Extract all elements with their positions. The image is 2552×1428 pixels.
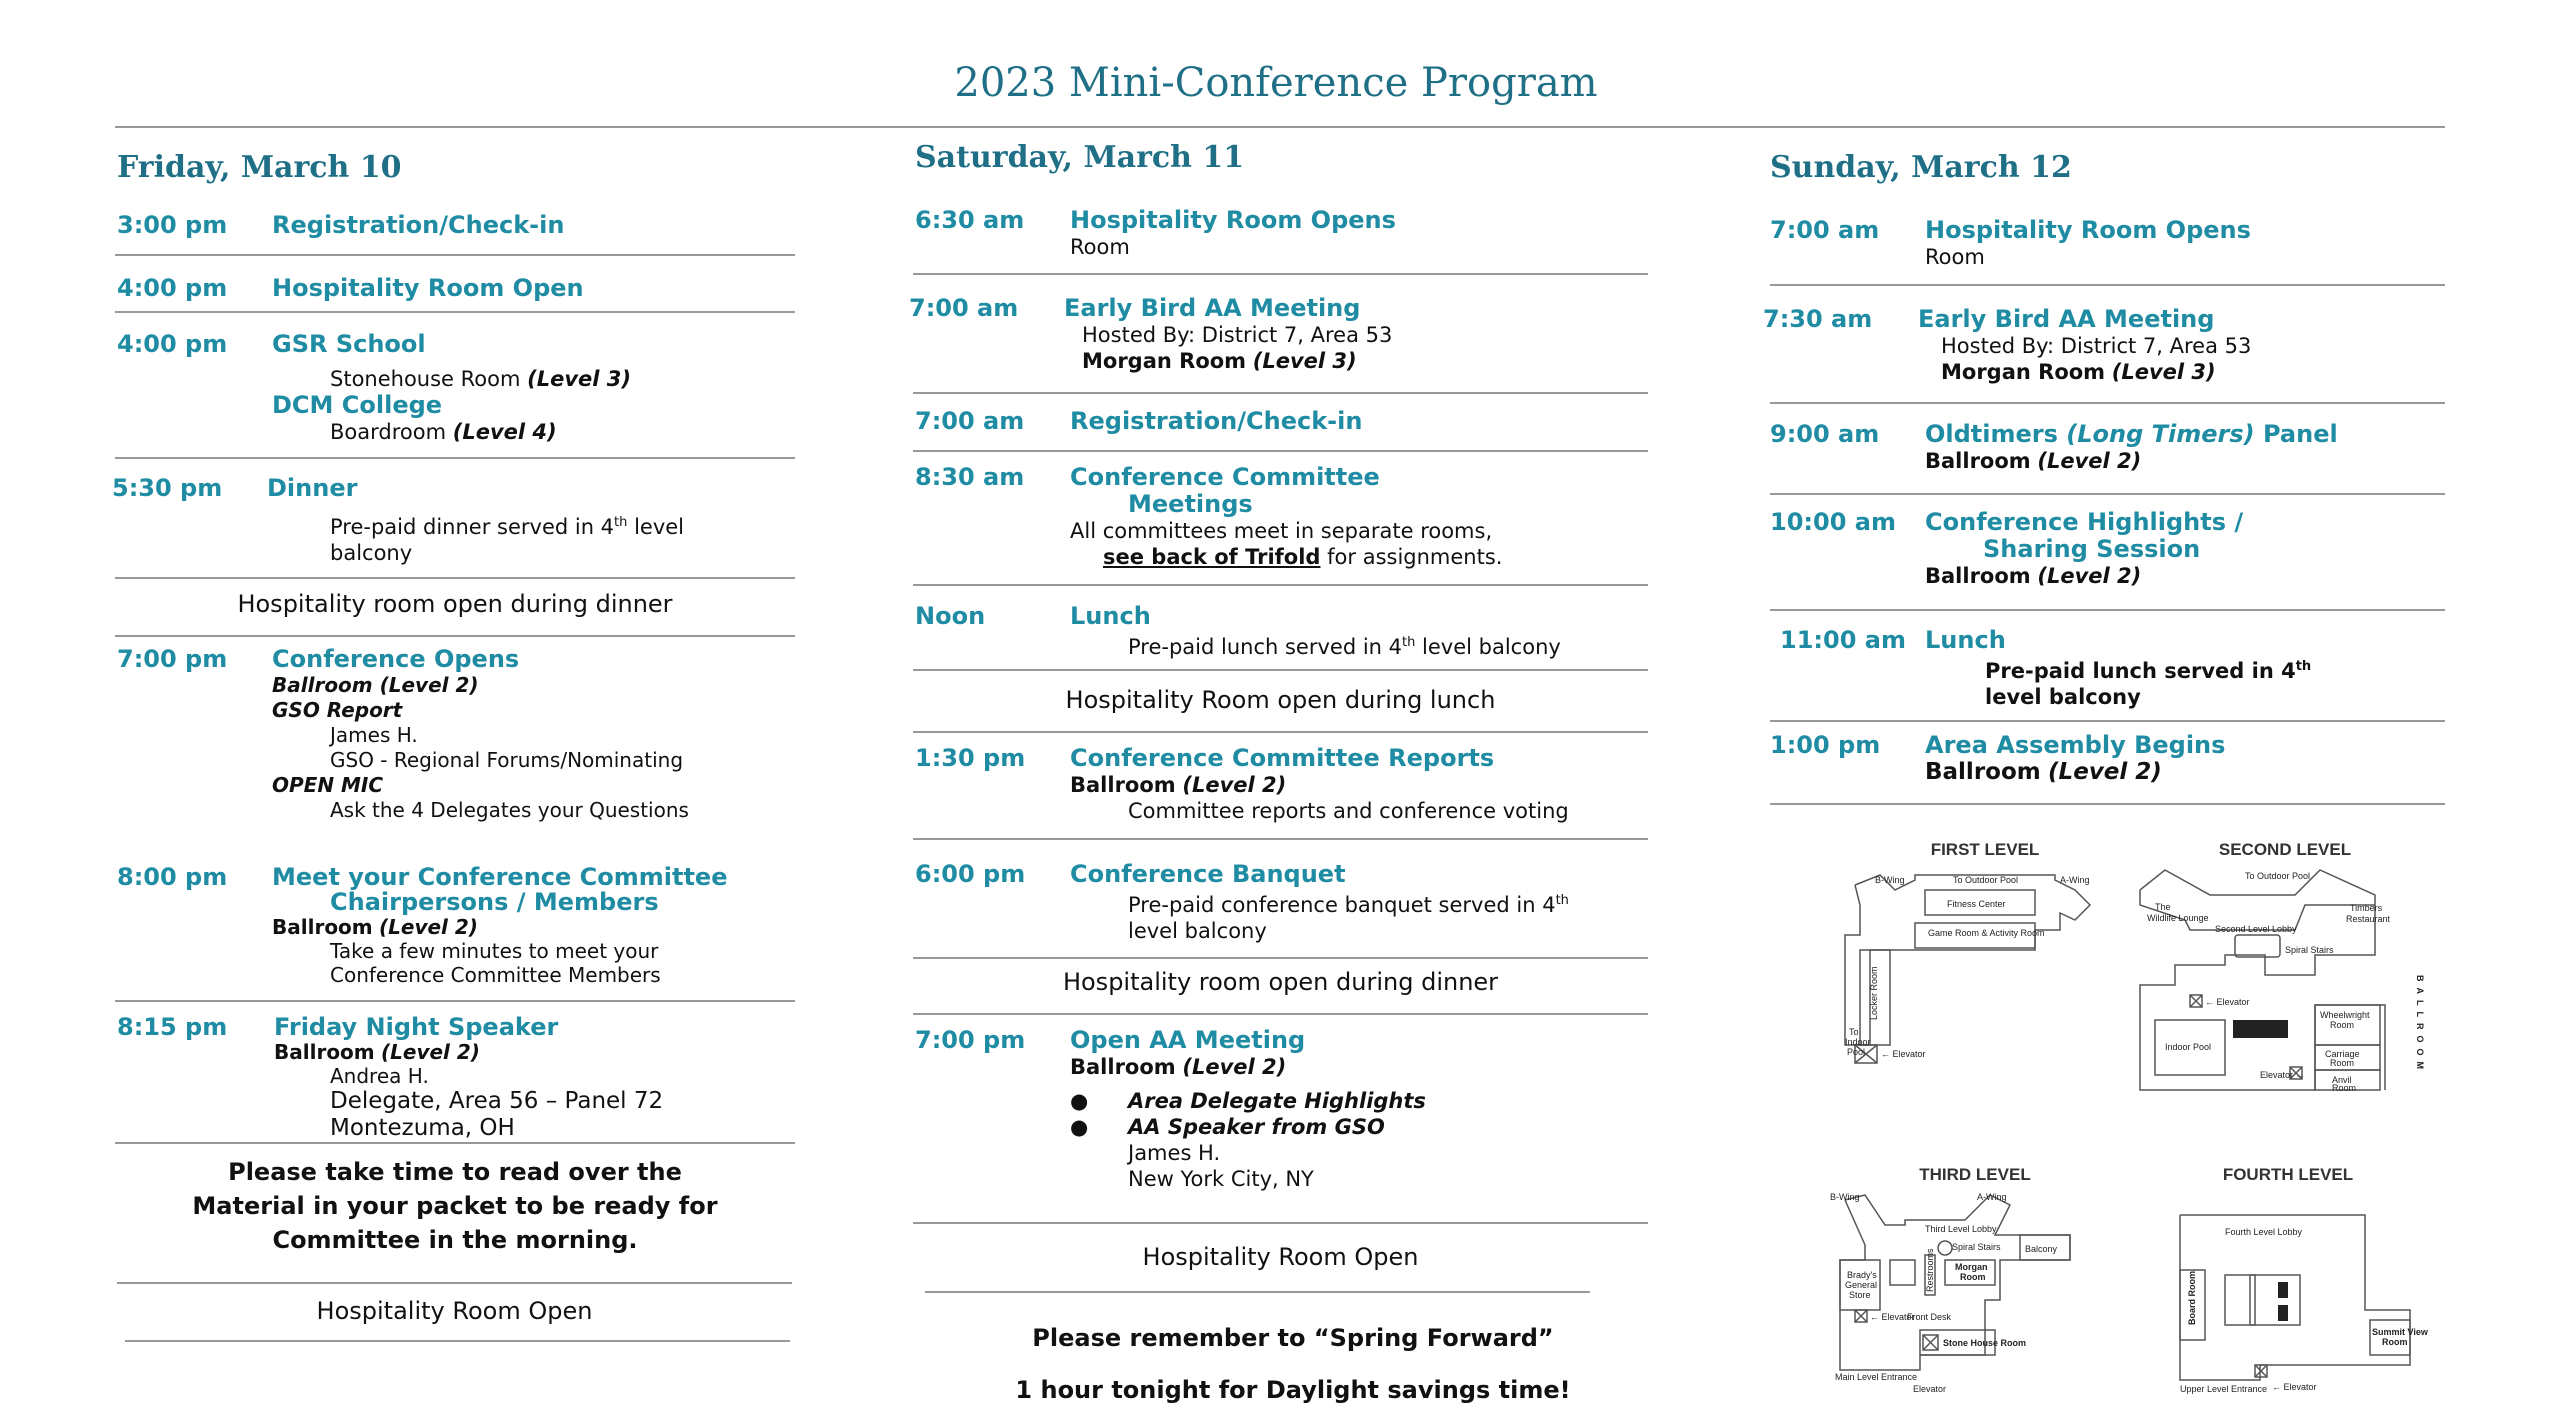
svg-text:Stone House Room: Stone House Room — [1943, 1338, 2027, 1348]
second-level-title: SECOND LEVEL — [2218, 840, 2352, 859]
friday-event-gsr-school: 4:00 pm GSR School Stonehouse Room (Level 3) DCM College Boardroom (Level 4) — [117, 330, 632, 444]
svg-text:Spiral Stairs: Spiral Stairs — [1952, 1242, 2001, 1252]
svg-text:Pool: Pool — [1847, 1047, 1866, 1057]
svg-text:Room: Room — [2332, 1083, 2357, 1093]
svg-text:Wheelwright: Wheelwright — [2320, 1010, 2370, 1020]
saturday-note-dinner: Hospitality room open during dinner — [1062, 968, 1499, 996]
svg-text:Indoor: Indoor — [1845, 1037, 1871, 1047]
friday-event-dinner: 5:30 pm Dinner Pre-paid dinner served in 4th level balcony — [112, 474, 685, 565]
page-title: 2023 Mini-Conference Program — [954, 60, 1598, 106]
title-divider — [115, 126, 2445, 128]
svg-text:Spiral Stairs: Spiral Stairs — [2285, 945, 2334, 955]
svg-text:Carriage: Carriage — [2325, 1049, 2360, 1059]
saturday-event-banquet: 6:00 pm Conference Banquet Pre-paid conference banquet served in 4th level balcony — [915, 860, 1569, 943]
svg-text:Board Room: Board Room — [2187, 1271, 2197, 1325]
sunday-event-hospitality: 7:00 am Hospitality Room Opens Room — [1770, 216, 2251, 269]
friday-event-speaker: 8:15 pm Friday Night Speaker Ballroom (Level 2) Andrea H. Delegate, Area 56 – Panel 72 Montezuma, OH — [117, 1013, 664, 1141]
friday-note-hospitality: Hospitality Room Open — [316, 1297, 593, 1325]
svg-text:Room: Room — [2382, 1337, 2408, 1347]
svg-text:Fitness Center: Fitness Center — [1947, 899, 2006, 909]
svg-text:BALLROOM: BALLROOM — [2415, 975, 2425, 1075]
sunday-event-early-bird: 7:30 am Early Bird AA Meeting Hosted By: District 7, Area 53 Morgan Room (Level 3) — [1763, 305, 2252, 384]
svg-text:Restrooms: Restrooms — [1925, 1248, 1935, 1292]
first-level-map — [1835, 835, 2090, 1075]
fourth-level-title: FOURTH LEVEL — [2222, 1165, 2354, 1184]
sunday-event-lunch: 11:00 am Lunch Pre-paid lunch served in 4th level balcony — [1780, 626, 2312, 709]
svg-text:B-Wing: B-Wing — [1875, 875, 1905, 885]
sunday-event-assembly: 1:00 pm Area Assembly Begins Ballroom (Level 2) — [1770, 731, 2226, 785]
friday-event-registration: 3:00 pm Registration/Check-in — [117, 211, 565, 239]
saturday-event-committee-reports: 1:30 pm Conference Committee Reports Ballroom (Level 2) Committee reports and conference voting — [915, 744, 1569, 823]
svg-text:← Elevator: ← Elevator — [1881, 1049, 1926, 1059]
svg-text:Second Level Lobby: Second Level Lobby — [2215, 924, 2297, 934]
svg-text:Anvil: Anvil — [2332, 1075, 2352, 1085]
second-level-map — [2135, 835, 2435, 1095]
svg-text:Room: Room — [1960, 1272, 1986, 1282]
friday-note-read-material: Please take time to read over the Material in your packet to be ready for Committee in the morning. — [192, 1158, 718, 1254]
first-level-title: FIRST LEVEL — [1930, 840, 2040, 859]
svg-text:Store: Store — [1849, 1290, 1871, 1300]
saturday-note-spring-forward: Please remember to “Spring Forward” 1 hour tonight for Daylight savings time! — [1015, 1324, 1571, 1404]
svg-text:The: The — [2155, 902, 2171, 912]
svg-text:Elevator: Elevator — [1913, 1384, 1947, 1394]
friday-heading: Friday, March 10 — [117, 150, 402, 185]
saturday-heading: Saturday, March 11 — [915, 140, 1245, 175]
svg-text:To: To — [1849, 1027, 1859, 1037]
saturday-note-hospitality: Hospitality Room Open — [1142, 1243, 1419, 1271]
saturday-event-hospitality: 6:30 am Hospitality Room Opens Room — [915, 206, 1396, 259]
svg-text:← Elevator: ← Elevator — [2205, 997, 2250, 1007]
svg-text:Locker Room: Locker Room — [1869, 966, 1879, 1020]
svg-text:← Elevator: ← Elevator — [2272, 1382, 2317, 1392]
svg-text:Balcony: Balcony — [2025, 1244, 2058, 1254]
svg-text:Indoor Pool: Indoor Pool — [2165, 1042, 2212, 1052]
saturday-event-early-bird: 7:00 am Early Bird AA Meeting Hosted By: District 7, Area 53 Morgan Room (Level 3) — [909, 294, 1393, 373]
svg-text:Restaurant: Restaurant — [2346, 914, 2391, 924]
svg-text:Front Desk: Front Desk — [1907, 1312, 1952, 1322]
svg-text:Morgan: Morgan — [1955, 1262, 1988, 1272]
svg-text:Third Level Lobby: Third Level Lobby — [1925, 1224, 1997, 1234]
svg-text:To Outdoor Pool: To Outdoor Pool — [1953, 875, 2019, 885]
sunday-event-highlights: 10:00 am Conference Highlights / Sharing Session Ballroom (Level 2) — [1770, 508, 2244, 588]
svg-text:Summit View: Summit View — [2372, 1327, 2428, 1337]
svg-text:B-Wing: B-Wing — [1830, 1192, 1860, 1202]
svg-text:General: General — [1845, 1280, 1878, 1290]
saturday-event-registration: 7:00 am Registration/Check-in — [915, 407, 1363, 435]
saturday-note-lunch: Hospitality Room open during lunch — [1065, 686, 1496, 714]
friday-event-meet-committee: 8:00 pm Meet your Conference Committee Chairpersons / Members Ballroom (Level 2) Take a few minutes to meet your Conference Committee Members — [117, 863, 728, 987]
sunday-heading: Sunday, March 12 — [1770, 150, 2072, 185]
saturday-event-lunch: Noon Lunch Pre-paid lunch served in 4th level balcony — [915, 602, 1561, 659]
fourth-level-map — [2160, 1160, 2435, 1400]
svg-text:Fourth Level Lobby: Fourth Level Lobby — [2225, 1227, 2303, 1237]
third-level-map — [1825, 1160, 2135, 1400]
svg-text:A-Wing: A-Wing — [1977, 1192, 2007, 1202]
svg-text:Room: Room — [2330, 1058, 2355, 1068]
friday-event-conference-opens: 7:00 pm Conference Opens Ballroom (Level 2) GSO Report James H. GSO - Regional Forums/Nominating OPEN MIC Ask the 4 Delegates your Questions — [117, 645, 689, 822]
svg-text:Timbers: Timbers — [2350, 903, 2383, 913]
svg-text:Brady's: Brady's — [1847, 1270, 1877, 1280]
svg-text:To Outdoor Pool: To Outdoor Pool — [2245, 871, 2311, 881]
svg-text:Elevator →: Elevator → — [2260, 1070, 2305, 1080]
third-level-title: THIRD LEVEL — [1919, 1165, 2031, 1184]
saturday-event-committee-meetings: 8:30 am Conference Committee Meetings All committees meet in separate rooms, see back of Trifold for assignments. — [915, 463, 1503, 569]
friday-note-dinner: Hospitality room open during dinner — [237, 590, 673, 618]
svg-text:Game Room & Activity Room: Game Room & Activity Room — [1928, 928, 2045, 938]
svg-text:Room: Room — [2330, 1020, 2355, 1030]
svg-text:Main Level Entrance: Main Level Entrance — [1835, 1372, 1918, 1382]
svg-text:← Elevator: ← Elevator — [1870, 1312, 1915, 1322]
saturday-event-open-aa: 7:00 pm Open AA Meeting Ballroom (Level 2) ● Area Delegate Highlights ● AA Speaker from GSO James H. New York City, NY — [915, 1026, 1426, 1191]
friday-event-hospitality: 4:00 pm Hospitality Room Open — [117, 274, 584, 302]
sunday-event-oldtimers: 9:00 am Oldtimers (Long Timers) Panel Ballroom (Level 2) — [1770, 420, 2338, 473]
svg-text:Upper Level Entrance: Upper Level Entrance — [2180, 1384, 2268, 1394]
svg-text:A-Wing: A-Wing — [2060, 875, 2090, 885]
svg-text:Wildlife Lounge: Wildlife Lounge — [2147, 913, 2209, 923]
